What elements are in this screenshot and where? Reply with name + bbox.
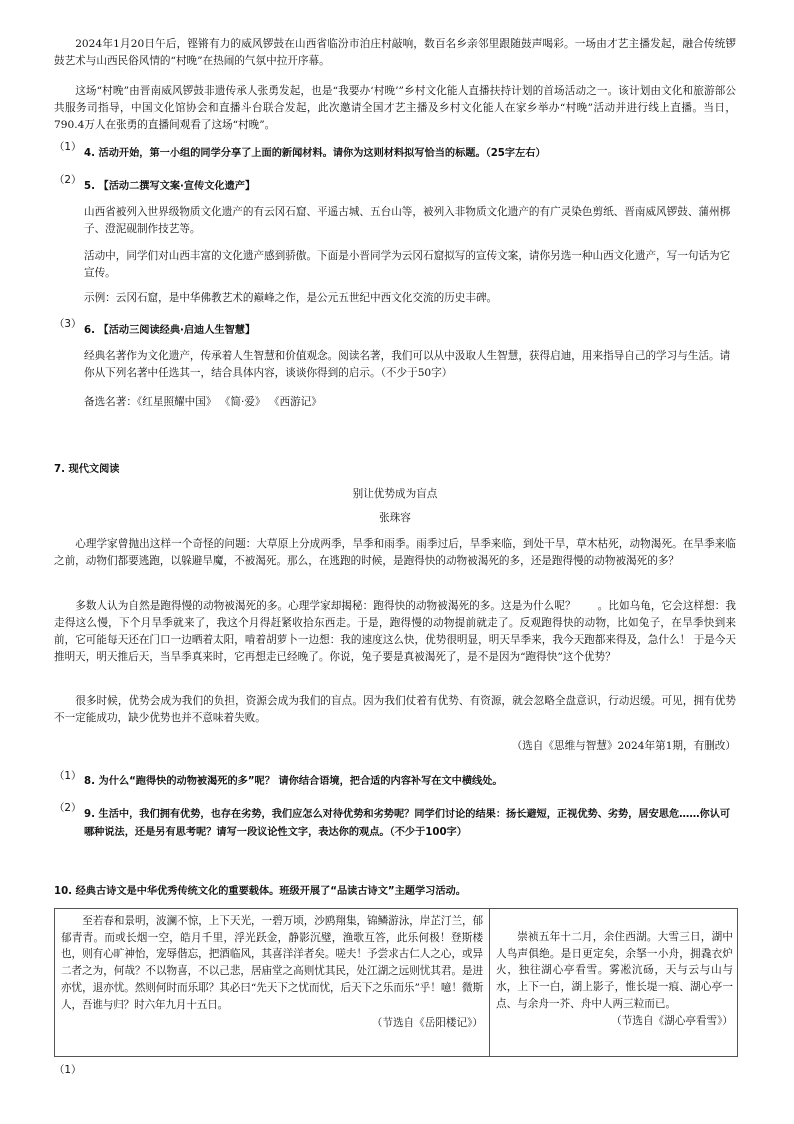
question-6-title: 6. 【活动三阅读经典·启迪人生智慧】	[84, 325, 256, 336]
question-4: 4. 活动开始，第一小组的同学分享了上面的新闻材料。请你为这则材料拟写恰当的标题。（25字左右）	[84, 148, 546, 159]
classical-text-table	[54, 908, 738, 1057]
section-10-heading: 10. 经典古诗文是中华优秀传统文化的重要载体。班级开展了“品读古诗文”主题学习活动。	[54, 886, 466, 897]
sub-question-label: （1）	[54, 141, 82, 153]
lake-pavilion-cell	[490, 909, 737, 1056]
question-5-title: 5. 【活动二撰写文案·宣传文化遗产】	[84, 181, 256, 192]
article-paragraph-1: 心理学家曾抛出这样一个奇怪的问题：大草原上分成两季，旱季和雨季。雨季过后，旱季来临，到处干旱，草木枯死，动物渴死。在旱季来临之前，动物们都要逃跑，以躲避旱魔，不被渴死。那么，在逃跑的时候，是跑得快的动物被渴死的多，还是跑得慢的动物被渴死的多？	[54, 538, 736, 568]
question-5-paragraph-1: 山西省被列入世界级物质文化遗产的有云冈石窟、平遥古城、五台山等，被列入非物质文化遗产的有广灵染色剪纸、晋南威风锣鼓、蒲州梆子、澄泥砚制作技艺等。	[84, 206, 731, 236]
question-8: 8. 为什么“跑得快的动物被渴死的多”呢？ 请你结合语境，把合适的内容补写在文中横线处。	[84, 776, 503, 787]
news-paragraph-1: 2024年1月20日午后，铿锵有力的威风锣鼓在山西省临汾市泊庄村敲响，数百名乡亲邻里跟随鼓声喝彩。一场由才艺主播发起，融合传统锣鼓艺术与山西民俗风情的“村晚”在热闹的气氛中拉开序幕。	[54, 38, 736, 68]
article-paragraph-3: 很多时候，优势会成为我们的负担，资源会成为我们的盲点。因为我们仗着有优势、有资源，就会忽略全盘意识，行动迟缓。可见，拥有优势不一定能成功，缺少优势也并不意味着失败。	[54, 695, 736, 725]
question-6-book-list: 备选名著：《红星照耀中国》 《简·爱》 《西游记》	[84, 396, 322, 408]
yueyang-tower-source: （节选自《岳阳楼记》）	[371, 1017, 483, 1030]
article-source: （选自《思维与智慧》2024年第1期，有删改）	[511, 740, 736, 752]
sub-question-label: （2）	[54, 802, 82, 814]
sub-question-label: （1）	[54, 770, 82, 782]
article-author: 张珠容	[379, 512, 411, 524]
question-9: 9. 生活中，我们拥有优势，也存在劣势，我们应怎么对待优势和劣势呢？同学们讨论的结果：扬长避短，正视优势、劣势，居安思危……你认可哪种说法，还是另有思考呢？请写一段议论性文字，表达你的观点。（不少于100字）	[84, 809, 731, 838]
lake-pavilion-text: 崇祯五年十二月，余住西湖。大雪三日，湖中人鸟声俱绝。是日更定矣，余拏一小舟，拥毳衣炉火，独往湖心亭看雪。雾凇沆砀，天与云与山与水，上下一白，湖上影子，惟长堤一痕、湖心亭一点、与余舟一芥、舟中人两三粒而已。	[496, 931, 733, 1010]
lake-pavilion-source: （节选自《湖心亭看雪》）	[611, 1014, 733, 1027]
article-paragraph-2-part-2: 。比如乌龟，它会这样想：我走得这么慢，下个月旱季就来了，我这个月得赶紧收拾东西走。于是，跑得慢的动物提前就走了。反观跑得快的动物，比如兔子，在旱季快到来前，它可能每天还在门口一边晒着太阳，啃着胡萝卜一边想：我的速度这么快，优势很明显，明天旱季来，我今天跑都来得及，急什么！ 于是今天推明天，明天推后天，当旱季真来时，它再想走已经晚了。你说，兔子要是真被渴死了，是不是因为“跑得快”这个优势？	[54, 600, 737, 664]
sub-question-label: （2）	[54, 174, 82, 186]
news-paragraph-2: 这场“村晚”由晋南威风锣鼓非遗传承人张勇发起，也是“我要办‘村晚’”乡村文化能人直播扶持计划的首场活动之一。该计划由文化和旅游部公共服务司指导，中国文化馆协会和直播斗台联合发起，此次邀请全国才艺主播及乡村文化能人在家乡举办“村晚”活动并进行线上直播。当日，790.4万人在张勇的直播间观看了这场“村晚”。	[54, 85, 736, 132]
question-5-example: 示例：云冈石窟，是中华佛教艺术的巅峰之作，是公元五世纪中西文化交流的历史丰碑。	[84, 292, 498, 304]
article-paragraph-2-part-1: 多数人认为自然是跑得慢的动物被渴死的多。心理学家却揭秘：跑得快的动物被渴死的多。这是为什么呢？	[75, 600, 576, 612]
question-6-paragraph: 经典名著作为文化遗产，传承着人生智慧和价值观念。阅读名著，我们可以从中汲取人生智慧，获得启迪，用来指导自己的学习与生活。请你从下列名著中任选其一，结合具体内容，谈谈你得到的启示。（不少于50字）	[84, 350, 731, 380]
article-title: 别让优势成为盲点	[352, 488, 438, 500]
sub-question-label: （3）	[54, 318, 82, 330]
sub-question-label: （1）	[54, 1064, 82, 1076]
question-5-paragraph-2: 活动中，同学们对山西丰富的文化遗产感到骄傲。下面是小晋同学为云冈石窟拟写的宣传文案，请你另选一种山西文化遗产，写一句话为它宣传。	[84, 250, 731, 280]
yueyang-tower-cell	[55, 909, 490, 1056]
section-7-heading: 7. 现代文阅读	[54, 464, 120, 475]
article-paragraph-2	[54, 598, 736, 667]
yueyang-tower-text: 至若春和景明，波澜不惊，上下天光，一碧万顷，沙鸥翔集，锦鳞游泳，岸芷汀兰，郁郁青青。而或长烟一空，皓月千里，浮光跃金，静影沉璧，渔歌互答，此乐何极！登斯楼也，则有心旷神怡，宠辱偕忘，把酒临风，其喜洋洋者矣。嗟夫！予尝求古仁人之心，或异二者之为，何哉？不以物喜，不以己悲，居庙堂之高则忧其民，处江湖之远则忧其君。是进亦忧，退亦忧。然则何时而乐耶？其必曰“先天下之忧而忧，后天下之乐而乐”乎！噫！微斯人，吾谁与归？时六年九月十五日。	[61, 915, 483, 1011]
